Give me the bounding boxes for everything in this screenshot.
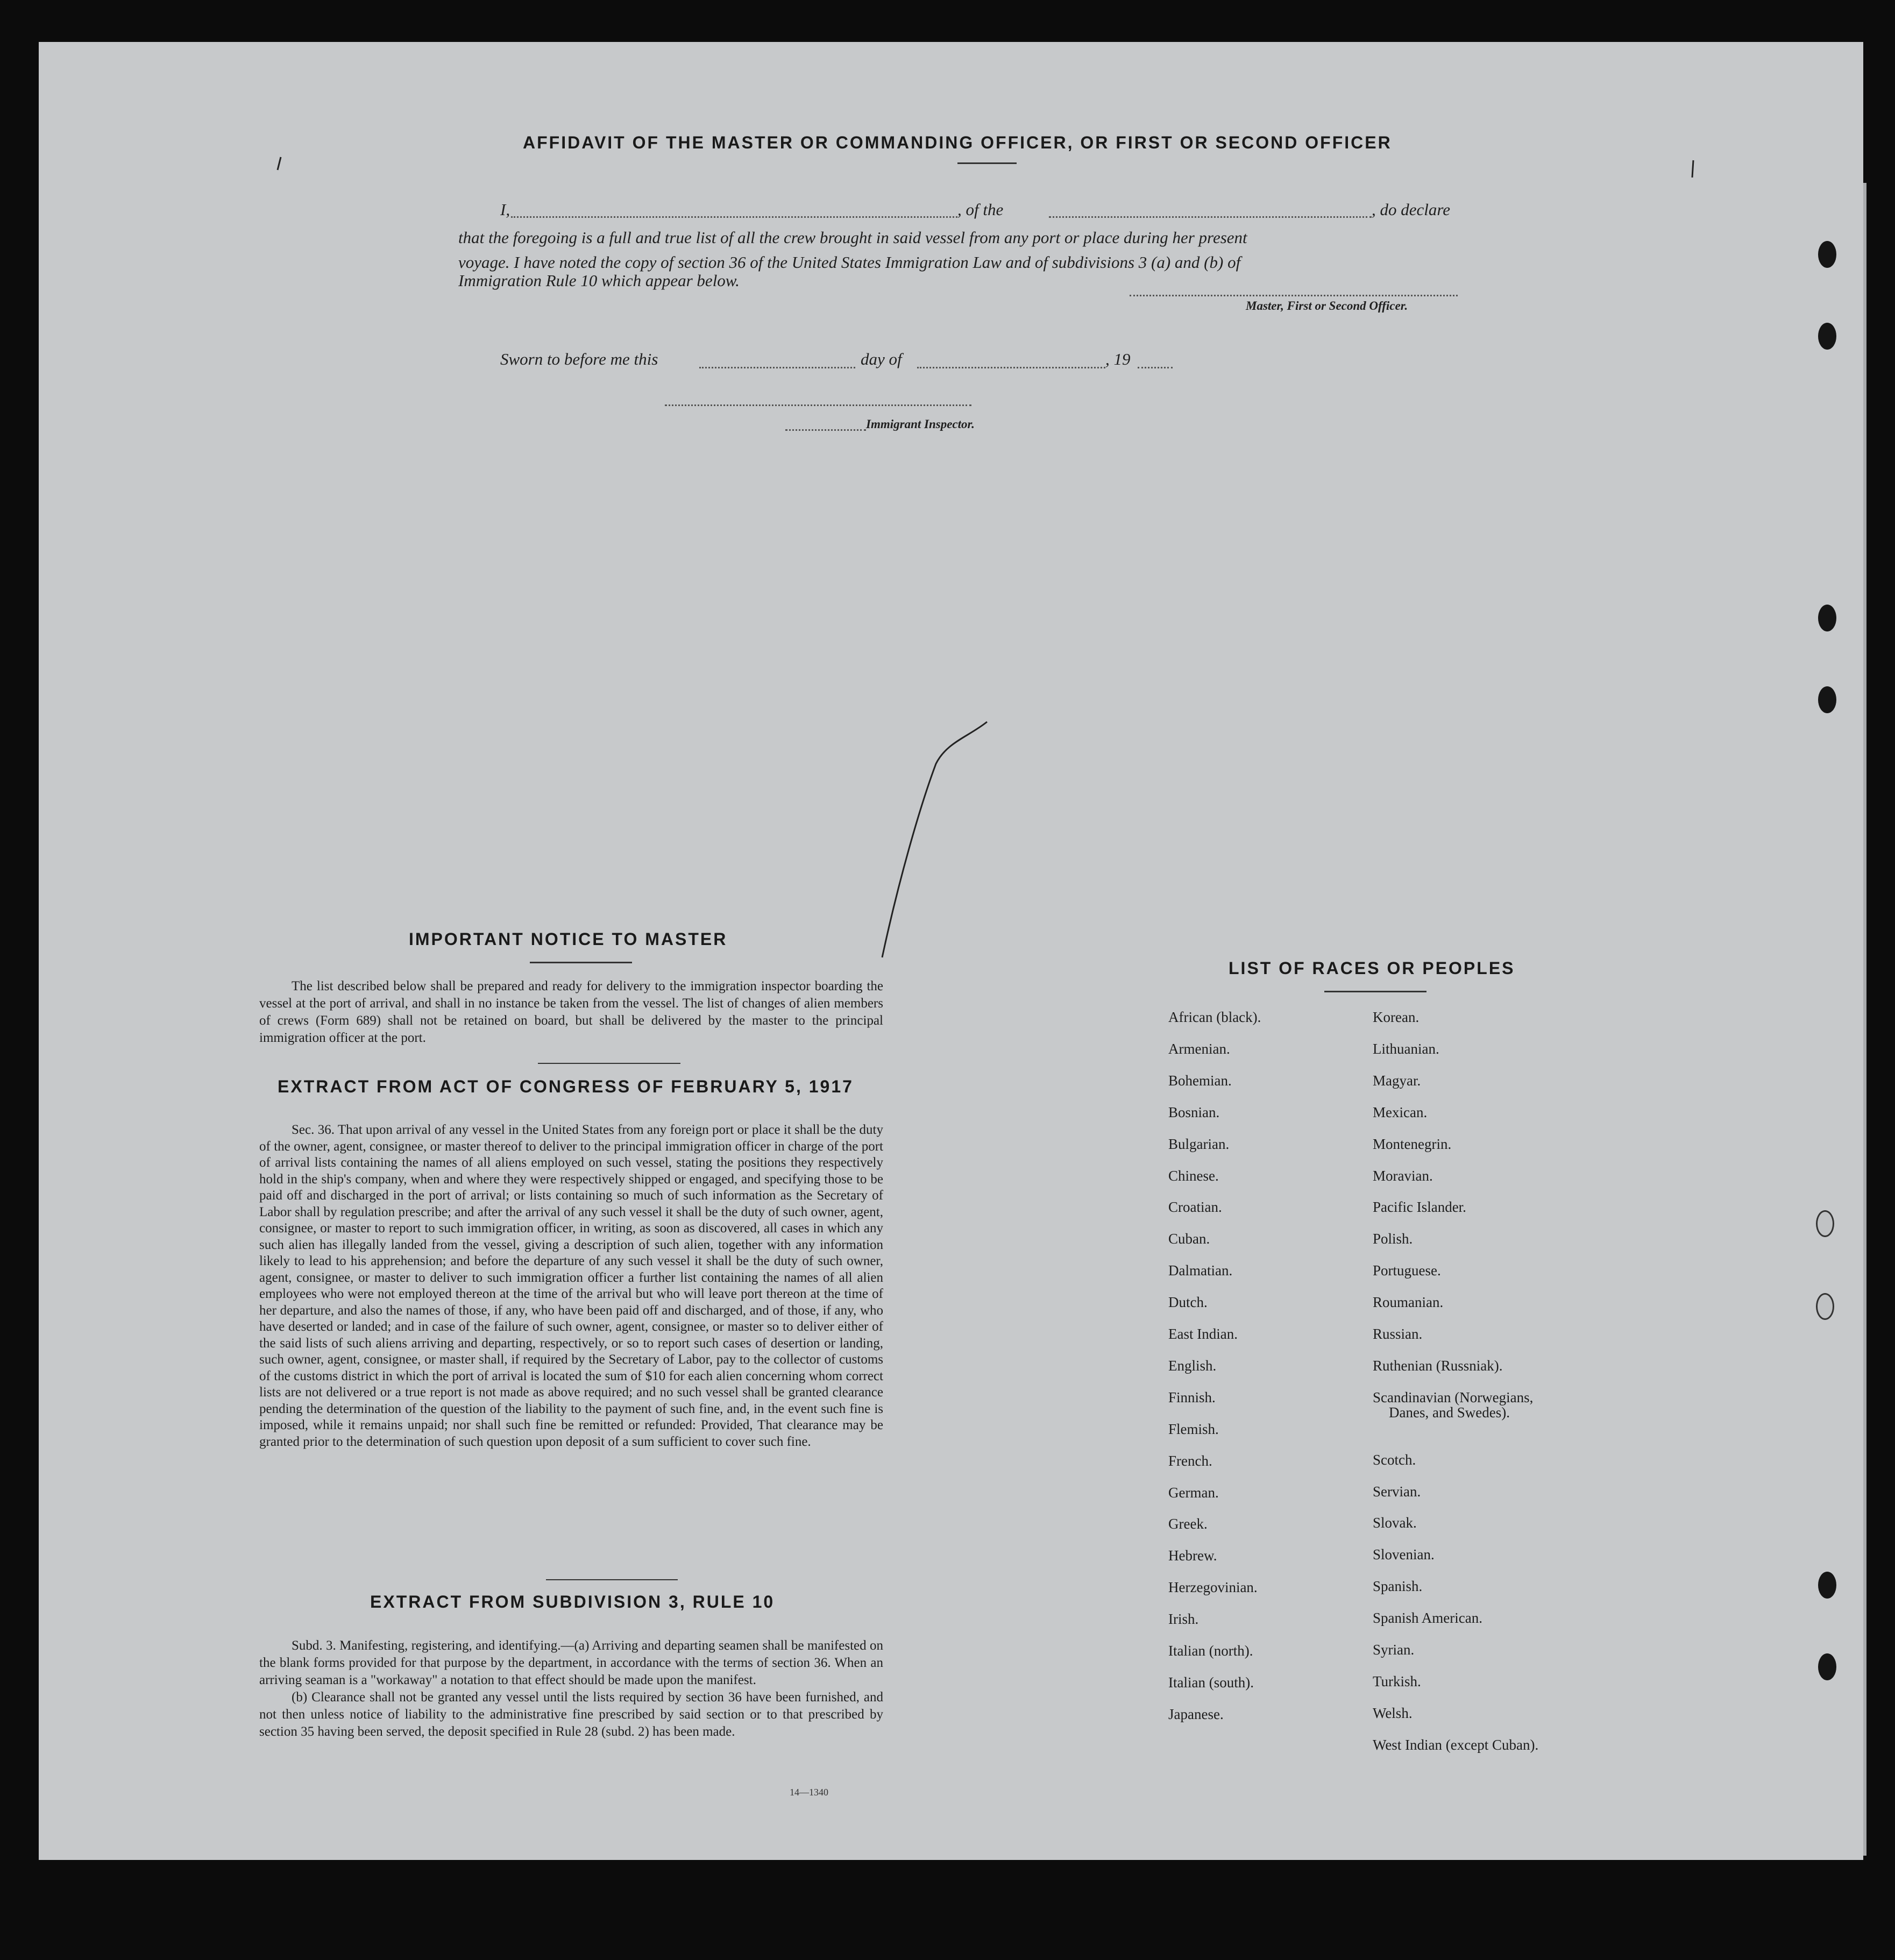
race-item: Portuguese. <box>1373 1262 1441 1279</box>
title-rule <box>957 162 1017 164</box>
sworn-mid: day of <box>861 350 902 368</box>
race-item: Mexican. <box>1373 1104 1428 1120</box>
signature-label: Master, First or Second Officer. <box>1246 299 1408 313</box>
act-divider <box>546 1579 678 1580</box>
race-item: Slovenian. <box>1373 1546 1435 1563</box>
race-item: Chinese. <box>1168 1167 1219 1184</box>
race-item: Flemish. <box>1168 1421 1219 1437</box>
sworn-start: Sworn to before me this <box>500 350 658 368</box>
race-item: Pacific Islander. <box>1373 1199 1466 1216</box>
notice-text: The list described below shall be prepared and ready for delivery to the immigration inspector boarding the vessel at the port of arrival, and shall in no instance be taken from the vessel. The list of changes of alien members of crews (Form 689) shall not be retained on board, but shall be delivered by the master to the principal immigration officer at the port. <box>259 979 883 1045</box>
binder-hole <box>1818 605 1836 631</box>
binder-hole <box>1816 1210 1834 1237</box>
rule-body <box>259 1637 883 1741</box>
race-item: East Indian. <box>1168 1326 1238 1342</box>
inspector-label: Immigrant Inspector. <box>866 417 975 431</box>
race-item: Ruthenian (Russniak). <box>1373 1357 1503 1374</box>
race-item: Greek. <box>1168 1516 1208 1532</box>
sworn-end: , 19 <box>1105 350 1131 368</box>
race-item: Spanish. <box>1373 1578 1423 1595</box>
race-item: Spanish American. <box>1373 1610 1482 1627</box>
affidavit-line1-mid: , of the <box>957 200 1004 219</box>
race-item: Japanese. <box>1168 1706 1224 1722</box>
binder-hole <box>1818 241 1836 268</box>
race-item: Croatian. <box>1168 1199 1222 1216</box>
binder-hole <box>1818 1653 1836 1680</box>
race-item: Scotch. <box>1373 1451 1416 1468</box>
inspector-blank-short[interactable] <box>785 429 866 431</box>
races-rule <box>1324 991 1426 992</box>
race-item: West Indian (except Cuban). <box>1373 1736 1539 1753</box>
notice-body <box>259 978 883 1047</box>
race-item: Servian. <box>1373 1483 1421 1500</box>
race-item: Armenian. <box>1168 1040 1230 1057</box>
race-item: Dalmatian. <box>1168 1262 1233 1279</box>
race-item: Lithuanian. <box>1373 1040 1439 1057</box>
race-item: Russian. <box>1373 1326 1423 1342</box>
race-item: Slovak. <box>1373 1515 1417 1531</box>
binder-hole <box>1818 1572 1836 1599</box>
binder-hole <box>1816 1293 1834 1320</box>
notice-title: IMPORTANT NOTICE TO MASTER <box>409 929 728 949</box>
race-item: Moravian. <box>1373 1167 1433 1184</box>
race-item: Polish. <box>1373 1231 1413 1247</box>
race-item: Hebrew. <box>1168 1547 1217 1564</box>
race-item: Roumanian. <box>1373 1294 1444 1311</box>
race-item: Bulgarian. <box>1168 1135 1230 1152</box>
race-item: Magyar. <box>1373 1072 1421 1089</box>
name-blank[interactable] <box>511 216 957 218</box>
races-title: LIST OF RACES OR PEOPLES <box>1229 958 1515 978</box>
affidavit-line1-end: , do declare <box>1372 200 1451 219</box>
binder-hole <box>1818 323 1836 350</box>
act-body <box>259 1122 883 1450</box>
vessel-blank[interactable] <box>1049 216 1372 218</box>
race-item-continuation: Danes, and Swedes). <box>1389 1404 1510 1421</box>
affidavit-line2: that the foregoing is a full and true list of all the crew brought in said vessel from any port or place during her present <box>458 228 1247 247</box>
race-item: German. <box>1168 1484 1219 1501</box>
affidavit-line1-start: I, <box>500 200 510 219</box>
month-blank[interactable] <box>917 367 1105 368</box>
race-item: Scandinavian (Norwegians, <box>1373 1389 1534 1405</box>
document-page <box>39 42 1863 1860</box>
inspector-blank[interactable] <box>665 404 971 406</box>
race-item: Irish. <box>1168 1611 1199 1628</box>
rule-title: EXTRACT FROM SUBDIVISION 3, RULE 10 <box>370 1592 775 1611</box>
race-item: Bohemian. <box>1168 1072 1232 1089</box>
affidavit-title: AFFIDAVIT OF THE MASTER OR COMMANDING OFFICER, OR FIRST OR SECOND OFFICER <box>523 133 1392 152</box>
race-item: Italian (south). <box>1168 1674 1254 1691</box>
form-number: 14—1340 <box>790 1787 828 1798</box>
notice-divider <box>538 1063 680 1064</box>
rule-text-b: (b) Clearance shall not be granted any vessel until the lists required by section 36 have been furnished, and not then unless notice of liability to the administrative fine prescribed by said section or to that prescribed by section 35 having been served, the deposit specified in Rule 28 (subd. 2) has been made. <box>259 1690 883 1739</box>
act-title: EXTRACT FROM ACT OF CONGRESS OF FEBRUARY 5, 1917 <box>278 1077 854 1096</box>
affidavit-line4: Immigration Rule 10 which appear below. <box>458 271 740 290</box>
race-item: African (black). <box>1168 1009 1261 1025</box>
race-item: Finnish. <box>1168 1389 1216 1405</box>
race-item: Herzegovinian. <box>1168 1579 1258 1596</box>
race-item: Welsh. <box>1373 1705 1413 1721</box>
act-text: Sec. 36. That upon arrival of any vessel in the United States from any foreign port or place it shall be the duty of the owner, agent, consignee, or master thereof to deliver to the principal immigration officer in charge of the port of arrival lists containing the names of all aliens employed on such vessel, stating the positions they respectively hold in the ship's company, when and where they were respectively shipped or engaged, and specifying those to be paid off and discharged in the port of arrival; or lists containing so much of such information as the Secretary of Labor shall by regulation prescribe; and after the arrival of any such vessel it shall be the duty of such owner, agent, consignee, or master to report to such immigration officer, in writing, as soon as discovered, all cases in which any such alien has illegally landed from the vessel, giving a description of such alien, together with any information likely to lead to his apprehension; and before the departure of any such vessel it shall be the duty of such owner, agent, consignee, or master to deliver to such immigration officer a further list containing the names of all alien employees who were not employed thereon at the time of the arrival but who will leave port thereon at the time of her departure, and also the names of those, if any, who have been paid off and discharged, and of those, if any, who have deserted or landed; and in case of the failure of such owner, agent, consignee, or master so to deliver either of the said lists of such aliens arriving and departing, respectively, or so to report such cases of desertion or landing, such owner, agent, consignee, or master shall, if required by the Secretary of Labor, pay to the collector of customs of the customs district in which the port of arrival is located the sum of $10 for each alien concerning whom correct lists are not delivered or a true report is not made as above required; and no such vessel shall be granted clearance pending the determination of the question of the liability to the payment of such fine, and, in the event such fine is imposed, while it remains unpaid; nor shall such fine be remitted or refunded: Provided, That clearance may be granted prior to the determination of such question upon deposit of a sum sufficient to cover such fine. <box>259 1123 883 1449</box>
race-item: Cuban. <box>1168 1231 1210 1247</box>
race-item: Korean. <box>1373 1009 1420 1025</box>
affidavit-line3: voyage. I have noted the copy of section 36 of the United States Immigration Law and of subdivisions 3 (a) and (b) of <box>458 253 1241 272</box>
notice-rule <box>530 962 632 963</box>
day-blank[interactable] <box>699 367 855 368</box>
rule-text-a: Subd. 3. Manifesting, registering, and identifying.—(a) Arriving and departing seamen shall be manifested on the blank forms provided for that purpose by the department, in accordance with the terms of section 36. When an arriving seaman is a "workaway" a notation to that effect should be made upon the manifest. <box>259 1638 883 1687</box>
race-item: Italian (north). <box>1168 1643 1253 1659</box>
race-item: Turkish. <box>1373 1673 1421 1689</box>
race-item: Montenegrin. <box>1373 1135 1452 1152</box>
race-item: Dutch. <box>1168 1294 1208 1311</box>
year-blank[interactable] <box>1138 367 1173 368</box>
race-item: English. <box>1168 1357 1217 1374</box>
binder-hole <box>1818 686 1836 713</box>
signature-blank[interactable] <box>1130 295 1458 296</box>
race-item: French. <box>1168 1452 1212 1469</box>
race-item: Syrian. <box>1373 1642 1415 1658</box>
race-item: Bosnian. <box>1168 1104 1220 1120</box>
